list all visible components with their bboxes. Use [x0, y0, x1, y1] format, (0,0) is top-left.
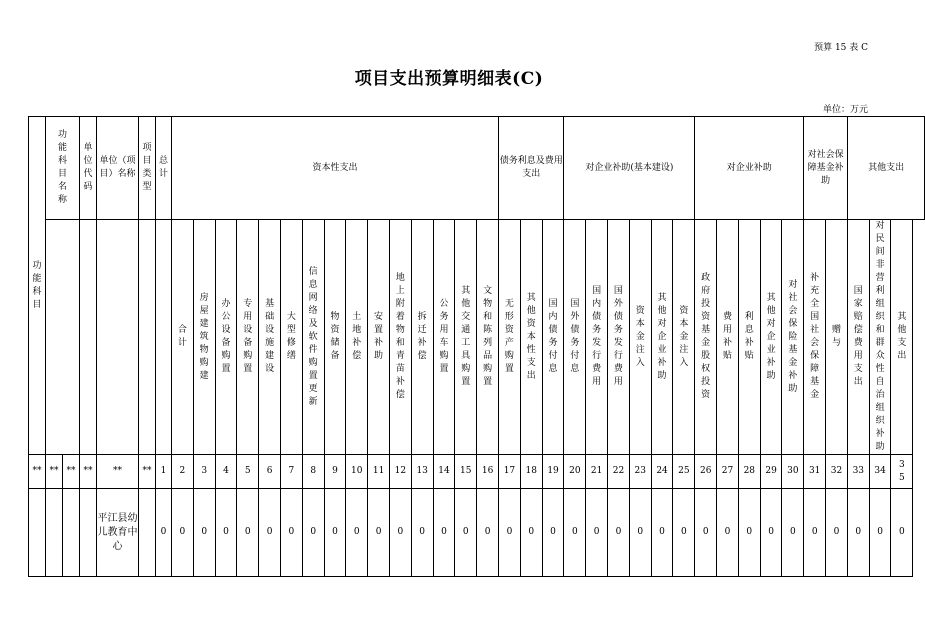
table-code: 预算 15 表 C	[814, 43, 868, 53]
value-cell: 0	[760, 489, 782, 577]
sub-header: 其他资本性支出	[520, 220, 542, 455]
value-cell: 0	[695, 489, 717, 577]
unit-name-cell: 平江县幼儿教育中心	[97, 489, 139, 577]
sub-header: 专用设备购置	[237, 220, 259, 455]
value-cell: 0	[237, 489, 259, 577]
value-cell: 0	[891, 489, 913, 577]
sub-header: 信息网络及软件购置更新	[302, 220, 324, 455]
value-cell: 0	[847, 489, 869, 577]
value-cell: 0	[172, 489, 194, 577]
index-cell: 26	[695, 455, 717, 489]
index-cell: 10	[346, 455, 368, 489]
index-cell: 1	[156, 455, 172, 489]
value-cell: 0	[193, 489, 215, 577]
sub-header: 国内债务发行费用	[586, 220, 608, 455]
index-cell: 29	[760, 455, 782, 489]
sub-header: 其他对企业补助	[651, 220, 673, 455]
group-social: 对社会保障基金补助	[804, 117, 848, 220]
sub-header: 合计	[172, 220, 194, 455]
index-cell: 20	[564, 455, 586, 489]
index-cell: 15	[455, 455, 477, 489]
value-cell: 0	[455, 489, 477, 577]
value-cell: 0	[411, 489, 433, 577]
sub-header: 房屋建筑物购建	[193, 220, 215, 455]
budget-table	[28, 116, 925, 577]
sub-header: 办公设备购置	[215, 220, 237, 455]
sub-header: 利息补贴	[738, 220, 760, 455]
value-cell: 0	[804, 489, 826, 577]
sub-header: 大型修缮	[280, 220, 302, 455]
value-cell: 0	[869, 489, 891, 577]
index-cell: 14	[433, 455, 455, 489]
value-cell: 0	[389, 489, 411, 577]
index-cell: 16	[477, 455, 499, 489]
index-cell: 3	[193, 455, 215, 489]
value-cell: 0	[346, 489, 368, 577]
index-cell: 17	[499, 455, 521, 489]
sub-header: 其他支出	[891, 220, 913, 455]
sub-header: 土地补偿	[346, 220, 368, 455]
index-cell: 27	[717, 455, 739, 489]
index-cell: 11	[368, 455, 390, 489]
value-cell: 0	[368, 489, 390, 577]
index-cell: 30	[782, 455, 804, 489]
sub-header: 补充全国社会保障基金	[804, 220, 826, 455]
value-cell: 0	[259, 489, 281, 577]
group-ent-basic: 对企业补助(基本建设)	[564, 117, 695, 220]
index-cell: 13	[411, 455, 433, 489]
value-cell: 0	[542, 489, 564, 577]
sub-header: 国内债务付息	[542, 220, 564, 455]
header-row-2	[29, 220, 925, 455]
group-other: 其他支出	[847, 117, 924, 220]
sub-header: 对民间非营利组织和群众性自治组织补助	[869, 220, 891, 455]
table-row	[29, 489, 925, 577]
index-cell: 28	[738, 455, 760, 489]
sub-header: 基础设施建设	[259, 220, 281, 455]
sub-header: 对社会保险基金补助	[782, 220, 804, 455]
header-unit-project-name: 单位（项目）名称	[97, 117, 139, 220]
sub-header: 资本金注入	[673, 220, 695, 455]
value-cell: 0	[782, 489, 804, 577]
sub-header: 政府投资基金股权投资	[695, 220, 717, 455]
index-cell: **	[97, 455, 139, 489]
index-cell: 35	[891, 455, 913, 489]
value-cell: 0	[433, 489, 455, 577]
value-cell: 0	[738, 489, 760, 577]
sub-header: 国家赔偿费用支出	[847, 220, 869, 455]
value-cell: 0	[324, 489, 346, 577]
index-cell: 6	[259, 455, 281, 489]
value-cell: 0	[520, 489, 542, 577]
group-ent: 对企业补助	[695, 117, 804, 220]
group-capital: 资本性支出	[172, 117, 499, 220]
value-cell: 0	[499, 489, 521, 577]
index-cell: 23	[629, 455, 651, 489]
page-title: 项目支出预算明细表(C)	[354, 69, 544, 89]
sub-header: 公务用车购置	[433, 220, 455, 455]
header-project-type: 项目类型	[139, 117, 156, 220]
sub-header: 地上附着物和青苗补偿	[389, 220, 411, 455]
index-cell: **	[29, 455, 46, 489]
sub-header: 无形资产购置	[499, 220, 521, 455]
index-cell: 5	[237, 455, 259, 489]
index-cell: 2	[172, 455, 194, 489]
sub-header: 国外债务发行费用	[608, 220, 630, 455]
value-cell: 0	[564, 489, 586, 577]
index-cell: 34	[869, 455, 891, 489]
index-cell: 25	[673, 455, 695, 489]
value-cell: 0	[302, 489, 324, 577]
index-cell: 18	[520, 455, 542, 489]
header-func-subject: 功能科目	[29, 117, 46, 455]
index-cell: 31	[804, 455, 826, 489]
sub-header: 其他对企业补助	[760, 220, 782, 455]
index-row	[29, 455, 925, 489]
sub-header: 赠与	[826, 220, 848, 455]
header-unit-code: 单位代码	[80, 117, 97, 220]
value-cell: 0	[673, 489, 695, 577]
index-cell: 7	[280, 455, 302, 489]
sub-header: 国外债务付息	[564, 220, 586, 455]
index-cell: **	[63, 455, 80, 489]
value-cell: 0	[826, 489, 848, 577]
value-cell: 0	[629, 489, 651, 577]
value-cell: 0	[586, 489, 608, 577]
value-cell: 0	[608, 489, 630, 577]
value-cell: 0	[651, 489, 673, 577]
sub-header: 文物和陈列品购置	[477, 220, 499, 455]
index-cell: 21	[586, 455, 608, 489]
value-cell: 0	[280, 489, 302, 577]
header-row-1	[29, 117, 925, 220]
index-cell: 12	[389, 455, 411, 489]
index-cell: **	[46, 455, 63, 489]
index-cell: 32	[826, 455, 848, 489]
value-cell: 0	[156, 489, 172, 577]
index-cell: 19	[542, 455, 564, 489]
unit-label: 单位：万元	[822, 105, 868, 115]
index-cell: 4	[215, 455, 237, 489]
sub-header: 其他交通工具购置	[455, 220, 477, 455]
index-cell: 33	[847, 455, 869, 489]
sub-header: 物资储备	[324, 220, 346, 455]
index-cell: **	[139, 455, 156, 489]
index-cell: **	[80, 455, 97, 489]
index-cell: 24	[651, 455, 673, 489]
sub-header: 资本金注入	[629, 220, 651, 455]
value-cell: 0	[477, 489, 499, 577]
index-cell: 9	[324, 455, 346, 489]
sub-header: 拆迁补偿	[411, 220, 433, 455]
sub-header: 费用补贴	[717, 220, 739, 455]
group-debt: 债务利息及费用支出	[499, 117, 564, 220]
value-cell: 0	[215, 489, 237, 577]
index-cell: 8	[302, 455, 324, 489]
sub-header: 安置补助	[368, 220, 390, 455]
header-total: 总计	[156, 117, 172, 220]
header-func-subject-name: 功能科目名称	[46, 117, 80, 220]
index-cell: 22	[608, 455, 630, 489]
value-cell: 0	[717, 489, 739, 577]
